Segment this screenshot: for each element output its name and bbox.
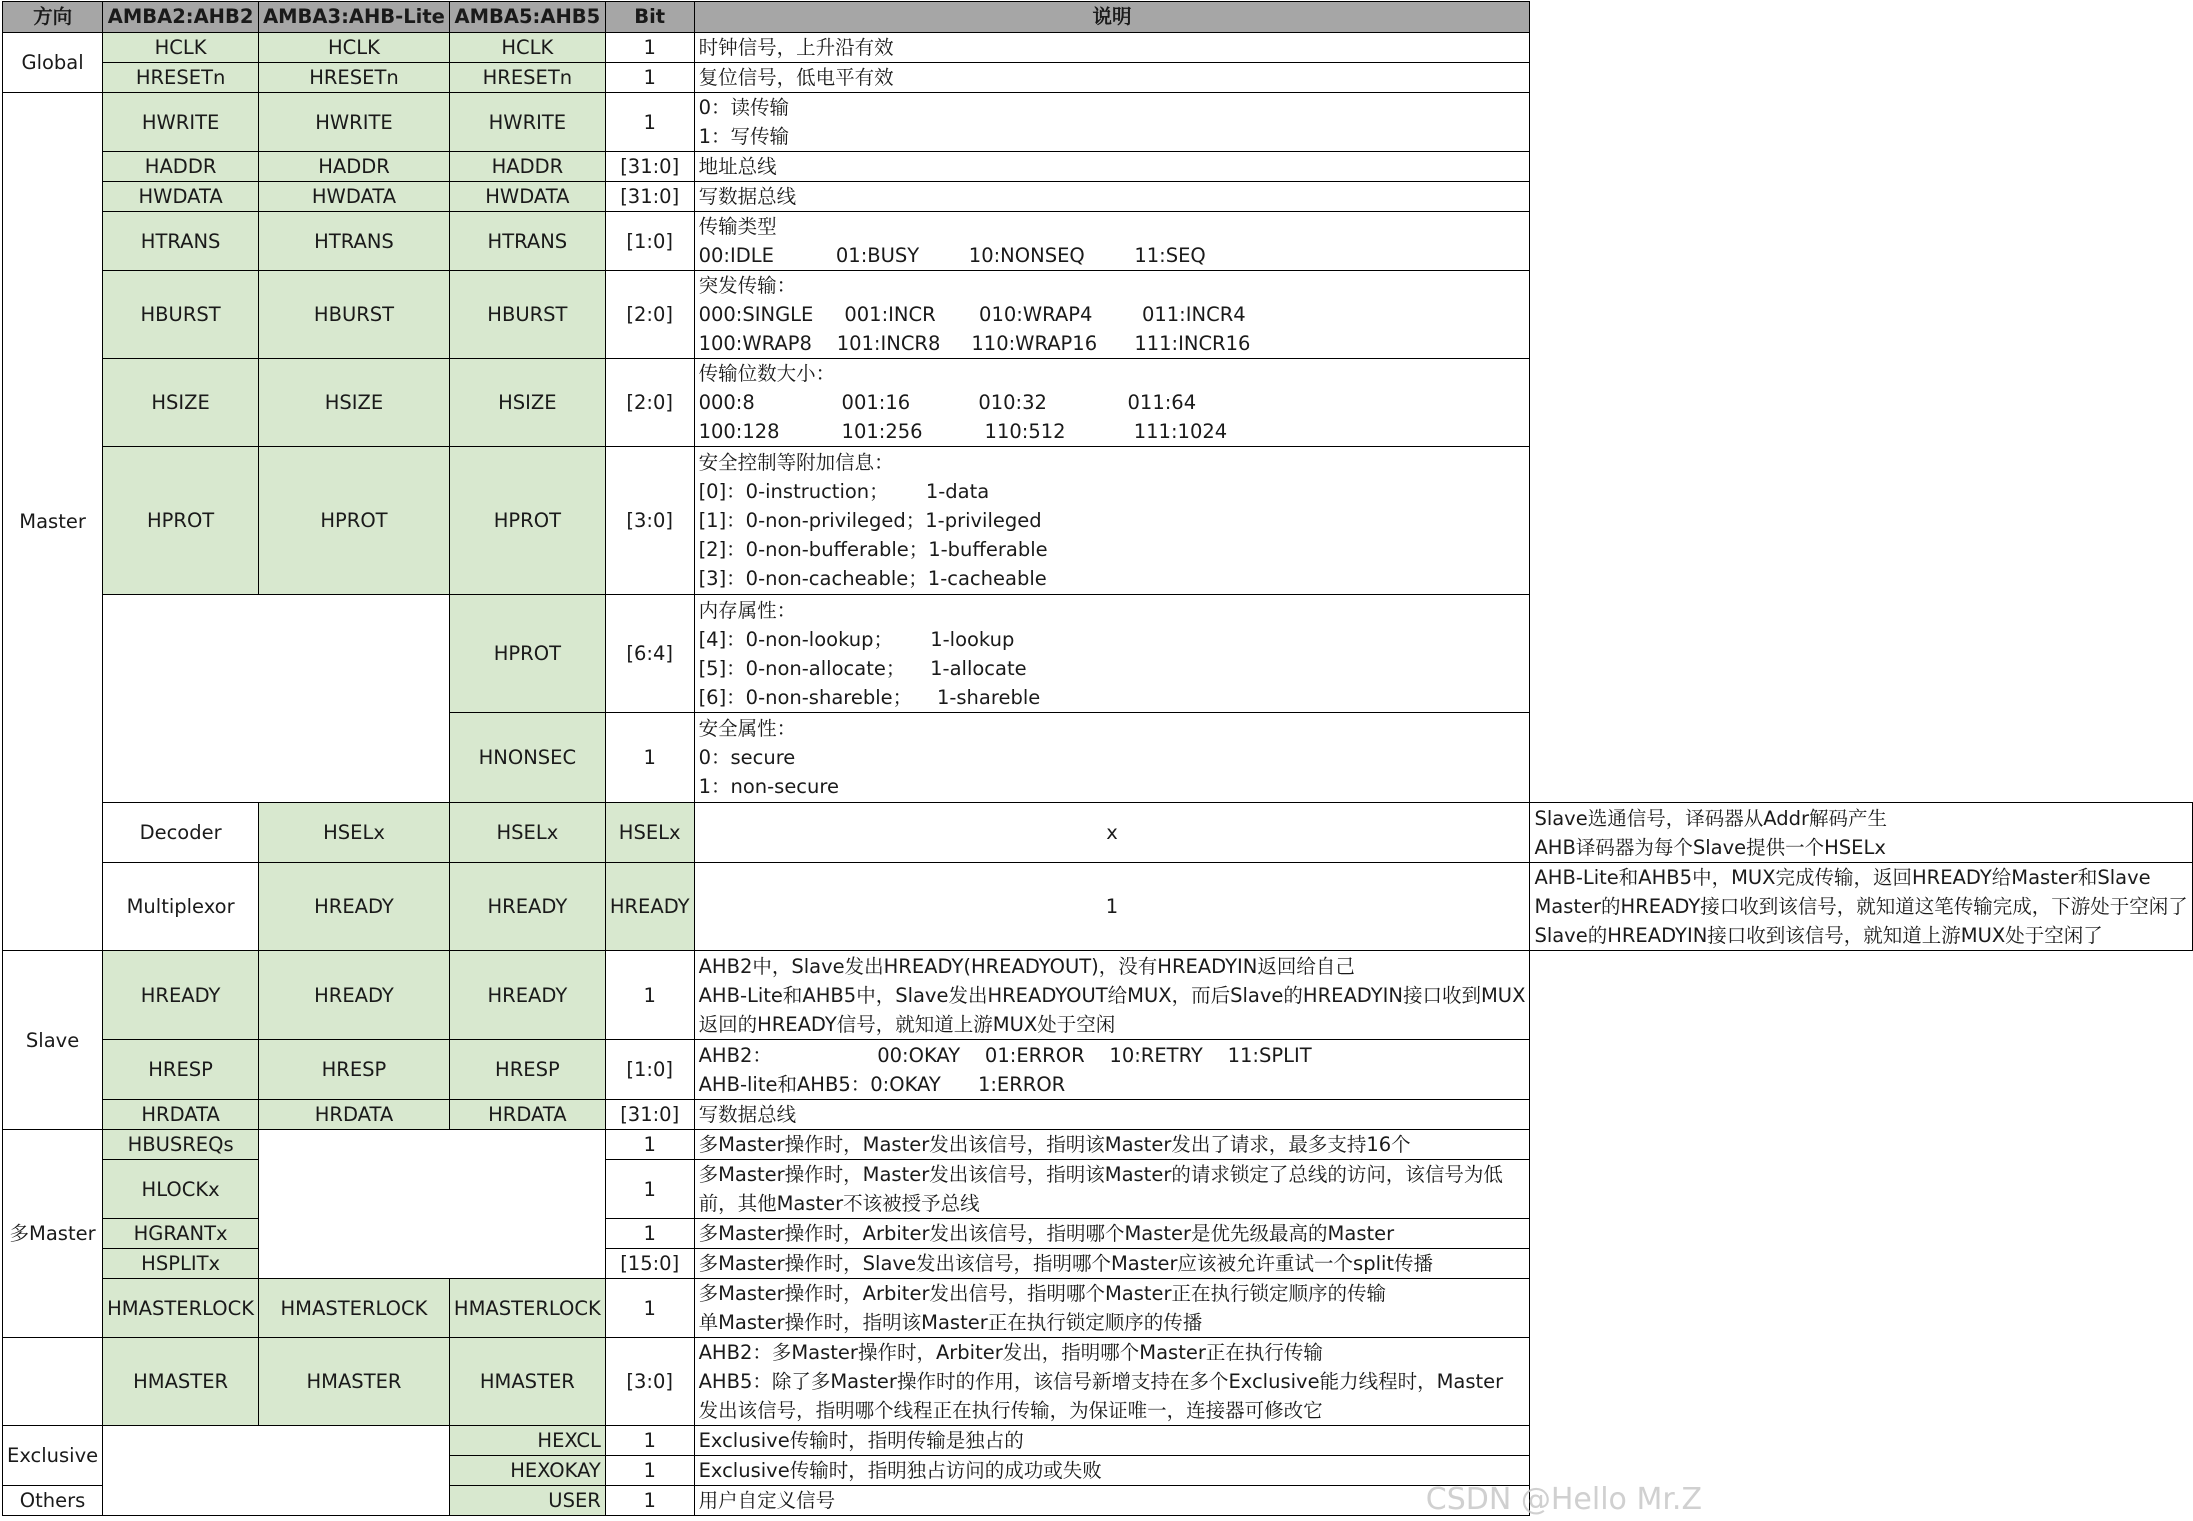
description [694,1486,1530,1516]
bit-width: [3:0] [605,1338,694,1426]
description [694,182,1530,212]
header-description: 说明 [694,2,1530,33]
description [694,1249,1530,1279]
table-row [3,1426,2193,1456]
ahb2-signal: HCLK [103,33,259,63]
description-line: 写数据总线 [698,185,797,208]
ahb5-signal: HTRANS [449,212,605,271]
group-multi-master: 多Master [3,1130,103,1338]
table-row [3,63,2193,93]
bit-width: [31:0] [605,1100,694,1130]
description-line: 多Master操作时，Arbiter发出信号，指明哪个Master正在执行锁定顺序的传输 [698,1282,1387,1305]
description-line: 00:IDLE 01:BUSY 10:NONSEQ 11:SEQ [698,244,1206,267]
bit-width: 1 [605,1486,694,1516]
description [694,152,1530,182]
ahblite-signal: HTRANS [259,212,450,271]
bit-width: 1 [605,63,694,93]
description-line: 内存属性： [698,598,797,622]
description-line: 多Master操作时，Slave发出该信号，指明哪个Master应该被允许重试一个split传播 [698,1252,1434,1275]
bit-width: 1 [605,33,694,63]
bit-width: 1 [605,713,694,803]
description-line: 安全属性： [698,717,797,740]
bit-width: 1 [605,1279,694,1338]
description [694,1160,1530,1219]
table-row [3,271,2193,359]
description-line: 多Master操作时，Master发出该信号，指明该Master的请求锁定了总线的访问，该信号为低 [698,1163,1503,1186]
description-line: [3]：0-non-cacheable；1-cacheable [698,567,1047,590]
ahb2-signal: HREADY [259,863,450,951]
description [694,359,1530,447]
ahb5-signal: HRESP [449,1040,605,1100]
header-amba2: AMBA2:AHB2 [103,2,259,33]
ahb5-signal: HEXCL [449,1426,605,1456]
ahb5-signal: HPROT [449,447,605,595]
description-line: AHB-Lite和AHB5中，Slave发出HREADYOUT给MUX，而后Slave的HREADYIN接口收到MUX [698,983,1526,1007]
description-line: [2]：0-non-bufferable；1-bufferable [698,538,1048,561]
bit-width: [1:0] [605,1040,694,1100]
ahb5-signal: HREADY [449,951,605,1040]
ahb2-signal: HWRITE [103,93,259,152]
ahb2-signal: HLOCKx [103,1160,259,1219]
description-line: 多Master操作时，Arbiter发出该信号，指明哪个Master是优先级最高的Master [698,1222,1395,1245]
description [694,951,1530,1040]
ahblite-signal: HREADY [449,863,605,951]
description [694,595,1530,713]
ahb2-signal: HREADY [103,951,259,1040]
group-global: Global [3,33,103,93]
description-line: 时钟信号，上升沿有效 [698,36,894,59]
bit-width: [31:0] [605,152,694,182]
bit-width: [2:0] [605,359,694,447]
description [1530,863,2192,951]
ahb2-signal: HWDATA [103,182,259,212]
description [694,1040,1530,1100]
table-row [3,1040,2193,1100]
description-line: 多Master操作时，Master发出该信号，指明该Master发出了请求，最多支持16个 [698,1133,1411,1156]
description [694,1130,1530,1160]
watermark: CSDN @Hello Mr.Z [1425,1482,1702,1517]
description-line: Exclusive传输时，指明独占访问的成功或失败 [698,1459,1102,1482]
bit-width: [15:0] [605,1249,694,1279]
description-line: 返回的HREADY信号，就知道上游MUX处于空闲 [698,1012,1116,1036]
description-line: AHB2：多Master操作时，Arbiter发出，指明哪个Master正在执行传输 [698,1341,1323,1364]
table-row [3,93,2193,152]
ahb5-signal: HPROT [449,595,605,713]
description [694,93,1530,152]
table-row [3,1100,2193,1130]
table-row [3,152,2193,182]
ahb2-signal: HBURST [103,271,259,359]
ahb5-signal: HNONSEC [449,713,605,803]
ahb5-signal: HSELx [605,803,694,863]
description-line: Master的HREADY接口收到该信号，就知道这笔传输完成，下游处于空闲了 [1534,895,2188,918]
description [694,1279,1530,1338]
ahb5-signal: HREADY [605,863,694,951]
description-line: 100:WRAP8 101:INCR8 110:WRAP16 111:INCR16 [698,332,1251,355]
ahb2-signal: HSPLITx [103,1249,259,1279]
ahb5-signal: HBURST [449,271,605,359]
ahb2-signal: HPROT [103,447,259,595]
description-line: 1：non-secure [698,775,839,798]
header-direction: 方向 [3,2,103,33]
ahb-signal-table [2,1,2193,1516]
group-slave: Slave [3,951,103,1130]
description-line: 发出该信号，指明哪个线程正在执行传输，为保证唯一，连接器可修改它 [698,1399,1323,1422]
table-row [3,1130,2193,1160]
description-line: 传输类型 [698,215,777,238]
description [694,1338,1530,1426]
ahb2-signal: HGRANTx [103,1219,259,1249]
ahb2-signal: HMASTER [103,1338,259,1426]
ahb5-signal: HMASTERLOCK [449,1279,605,1338]
ahb2-signal: HBUSREQs [103,1130,259,1160]
description [694,1219,1530,1249]
ahblite-signal: HADDR [259,152,450,182]
description-line: 000:8 001:16 010:32 011:64 [698,391,1197,414]
bit-width: 1 [694,863,1530,951]
description-line: [1]：0-non-privileged；1-privileged [698,509,1042,532]
bit-width: 1 [605,951,694,1040]
description-line: 复位信号，低电平有效 [698,66,894,89]
header-amba3: AMBA3:AHB-Lite [259,2,450,33]
ahblite-signal: HSELx [449,803,605,863]
description-line: AHB-Lite和AHB5中，MUX完成传输，返回HREADY给Master和Slave [1534,866,2151,889]
ahb5-signal: USER [449,1486,605,1516]
ahb2-signal: HMASTERLOCK [103,1279,259,1338]
description-line: [6]：0-non-shareble； 1-shareble [698,685,1041,709]
ahb5-signal: HEXOKAY [449,1456,605,1486]
ahblite-signal: HRESETn [259,63,450,93]
description [694,271,1530,359]
description-line: AHB2： 00:OKAY 01:ERROR 10:RETRY 11:SPLIT [698,1043,1312,1067]
ahblite-signal: HMASTER [259,1338,450,1426]
empty-cell [103,595,450,803]
ahb2-signal: HSELx [259,803,450,863]
ahb2-signal: HTRANS [103,212,259,271]
description [694,713,1530,803]
bit-width: x [694,803,1530,863]
ahblite-signal: HREADY [259,951,450,1040]
ahb2-signal: HRESETn [103,63,259,93]
description-line: 单Master操作时，指明该Master正在执行锁定顺序的传播 [698,1311,1203,1334]
header-bit: Bit [605,2,694,33]
group-multiplexor: Multiplexor [103,863,259,951]
ahblite-signal: HWRITE [259,93,450,152]
table-row [3,863,2193,951]
description-line: 写数据总线 [698,1103,797,1126]
ahb5-signal: HRDATA [449,1100,605,1130]
bit-width: 1 [605,93,694,152]
description-line: 突发传输： [698,274,797,297]
description [694,63,1530,93]
ahblite-signal: HRESP [259,1040,450,1100]
ahb2-signal: HSIZE [103,359,259,447]
group-master: Master [3,93,103,951]
description-line: Slave的HREADYIN接口收到该信号，就知道上游MUX处于空闲了 [1534,924,2103,947]
ahblite-signal: HBURST [259,271,450,359]
description-line: 前，其他Master不该被授予总线 [698,1192,980,1215]
bit-width: 1 [605,1160,694,1219]
table-row [3,951,2193,1040]
ahb5-signal: HRESETn [449,63,605,93]
description-line: 0：读传输 [698,96,789,119]
table-row [3,33,2193,63]
ahb5-signal: HADDR [449,152,605,182]
description-line: 1：写传输 [698,125,789,148]
table-row [3,595,2193,713]
group-others: Others [3,1486,103,1516]
ahblite-signal: HSIZE [259,359,450,447]
description-line: [0]：0-instruction； 1-data [698,480,990,503]
description-line: [4]：0-non-lookup； 1-lookup [698,627,1015,651]
ahblite-signal: HRDATA [259,1100,450,1130]
description-line: Slave选通信号，译码器从Addr解码产生 [1534,806,1887,830]
description [694,447,1530,595]
description-line: AHB2中，Slave发出HREADY(HREADYOUT)，没有HREADYIN返回给自己 [698,954,1355,978]
description-line: 000:SINGLE 001:INCR 010:WRAP4 011:INCR4 [698,303,1246,326]
description-line: 0：secure [698,746,796,769]
table-row [3,359,2193,447]
ahb2-signal: HRESP [103,1040,259,1100]
header-row [3,2,2193,33]
ahb2-signal: HRDATA [103,1100,259,1130]
ahblite-signal: HPROT [259,447,450,595]
description-line: Exclusive传输时，指明传输是独占的 [698,1429,1024,1452]
description [694,1426,1530,1456]
description-line: 100:128 101:256 110:512 111:1024 [698,420,1228,443]
bit-width: [31:0] [605,182,694,212]
ahb5-signal: HMASTER [449,1338,605,1426]
ahb5-signal: HSIZE [449,359,605,447]
empty-cell [3,1338,103,1426]
bit-width: [2:0] [605,271,694,359]
description-line: 传输位数大小： [698,362,836,385]
table-row [3,1338,2193,1426]
ahb5-signal: HCLK [449,33,605,63]
bit-width: 1 [605,1426,694,1456]
description-line: 安全控制等附加信息： [698,451,894,474]
bit-width: [1:0] [605,212,694,271]
ahb5-signal: HWRITE [449,93,605,152]
description-line: 用户自定义信号 [698,1489,836,1512]
description [694,1100,1530,1130]
table-row [3,1279,2193,1338]
description [694,1456,1530,1486]
description-line: AHB译码器为每个Slave提供一个HSELx [1534,835,1886,859]
description-line: [5]：0-non-allocate； 1-allocate [698,656,1027,680]
header-amba5: AMBA5:AHB5 [449,2,605,33]
table-row [3,212,2193,271]
group-exclusive: Exclusive [3,1426,103,1486]
description [694,212,1530,271]
bit-width: 1 [605,1456,694,1486]
ahblite-signal: HCLK [259,33,450,63]
bit-width: 1 [605,1219,694,1249]
table-row [3,182,2193,212]
description-line: 地址总线 [698,155,777,178]
description [1530,803,2192,863]
group-decoder: Decoder [103,803,259,863]
description [694,33,1530,63]
empty-cell [103,1426,450,1516]
ahb5-signal: HWDATA [449,182,605,212]
bit-width: 1 [605,1130,694,1160]
table-row [3,447,2193,595]
description-line: AHB5：除了多Master操作时的作用，该信号新增支持在多个Exclusive能力线程时，Master [698,1370,1504,1393]
ahblite-signal: HWDATA [259,182,450,212]
table-row [3,803,2193,863]
ahb2-signal: HADDR [103,152,259,182]
description-line: AHB-lite和AHB5：0:OKAY 1:ERROR [698,1072,1066,1096]
ahblite-signal: HMASTERLOCK [259,1279,450,1338]
bit-width: [6:4] [605,595,694,713]
empty-cell [259,1130,606,1279]
bit-width: [3:0] [605,447,694,595]
